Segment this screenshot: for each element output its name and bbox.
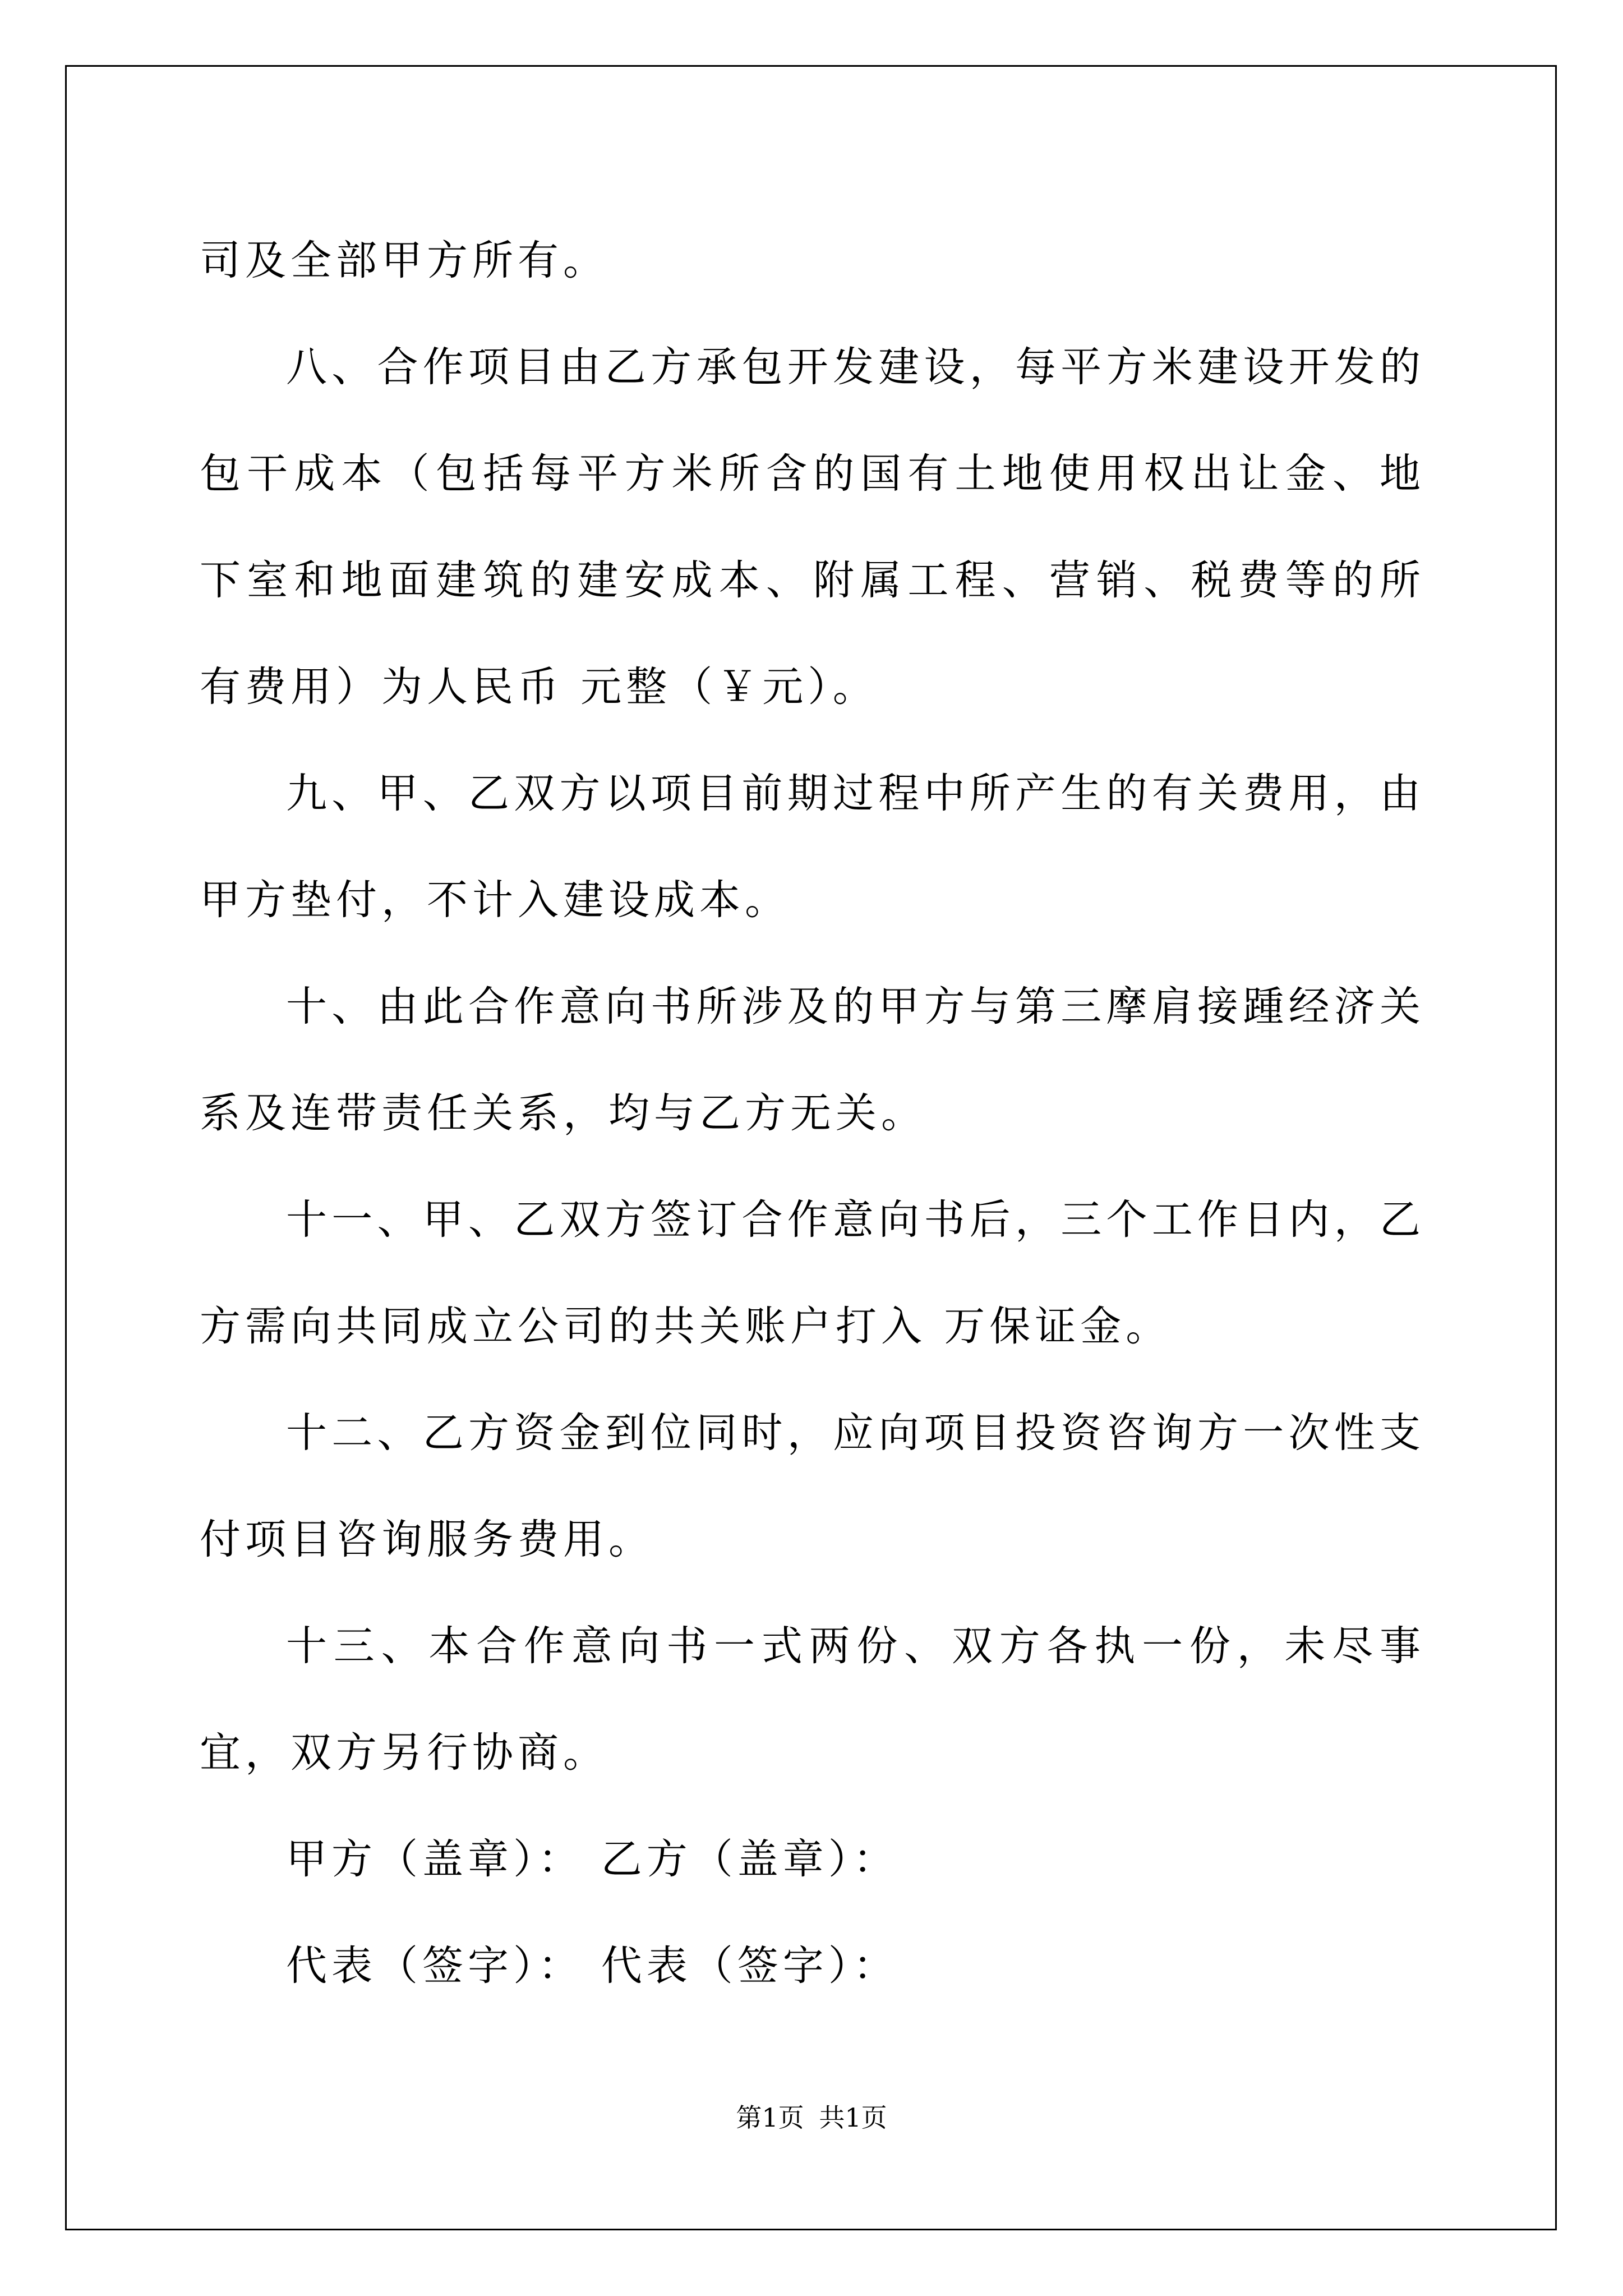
clause-11: 十一、甲、乙双方签订合作意向书后，三个工作日内，乙方需向共同成立公司的共关账户打入 万保证金。 — [200, 1196, 1425, 1350]
clause-13: 十三、本合作意向书一式两份、双方各执一份，未尽事宜，双方另行协商。 — [200, 1622, 1425, 1777]
clause-12: 十二、乙方资金到位同时，应向项目投资咨询方一次性支付项目咨询服务费用。 — [200, 1409, 1425, 1563]
party-seal-line: 甲方（盖章）： 乙方（盖章）： — [286, 1835, 899, 1883]
clause-10: 十、由此合作意向书所涉及的甲方与第三摩肩接踵经济关系及连带责任关系，均与乙方无关。 — [200, 983, 1425, 1137]
representative-signature-line: 代表（签字）： 代表（签字）： — [286, 1942, 899, 1990]
page-footer — [0, 2101, 1623, 2134]
document-body — [200, 208, 1425, 2019]
clause-9: 九、甲、乙双方以项目前期过程中所产生的有关费用，由甲方垫付，不计入建设成本。 — [200, 770, 1425, 924]
page-number: 第1页 — [736, 2102, 804, 2133]
page-total: 共1页 — [819, 2102, 887, 2133]
clause-8: 八、合作项目由乙方承包开发建设，每平方米建设开发的包干成本（包括每平方米所含的国有土地使用权出让金、地下室和地面建筑的建安成本、附属工程、营销、税费等的所有费用）为人民币 元整（￥元）。 — [200, 343, 1425, 711]
paragraph-continuation: 司及全部甲方所有。 — [200, 237, 608, 284]
